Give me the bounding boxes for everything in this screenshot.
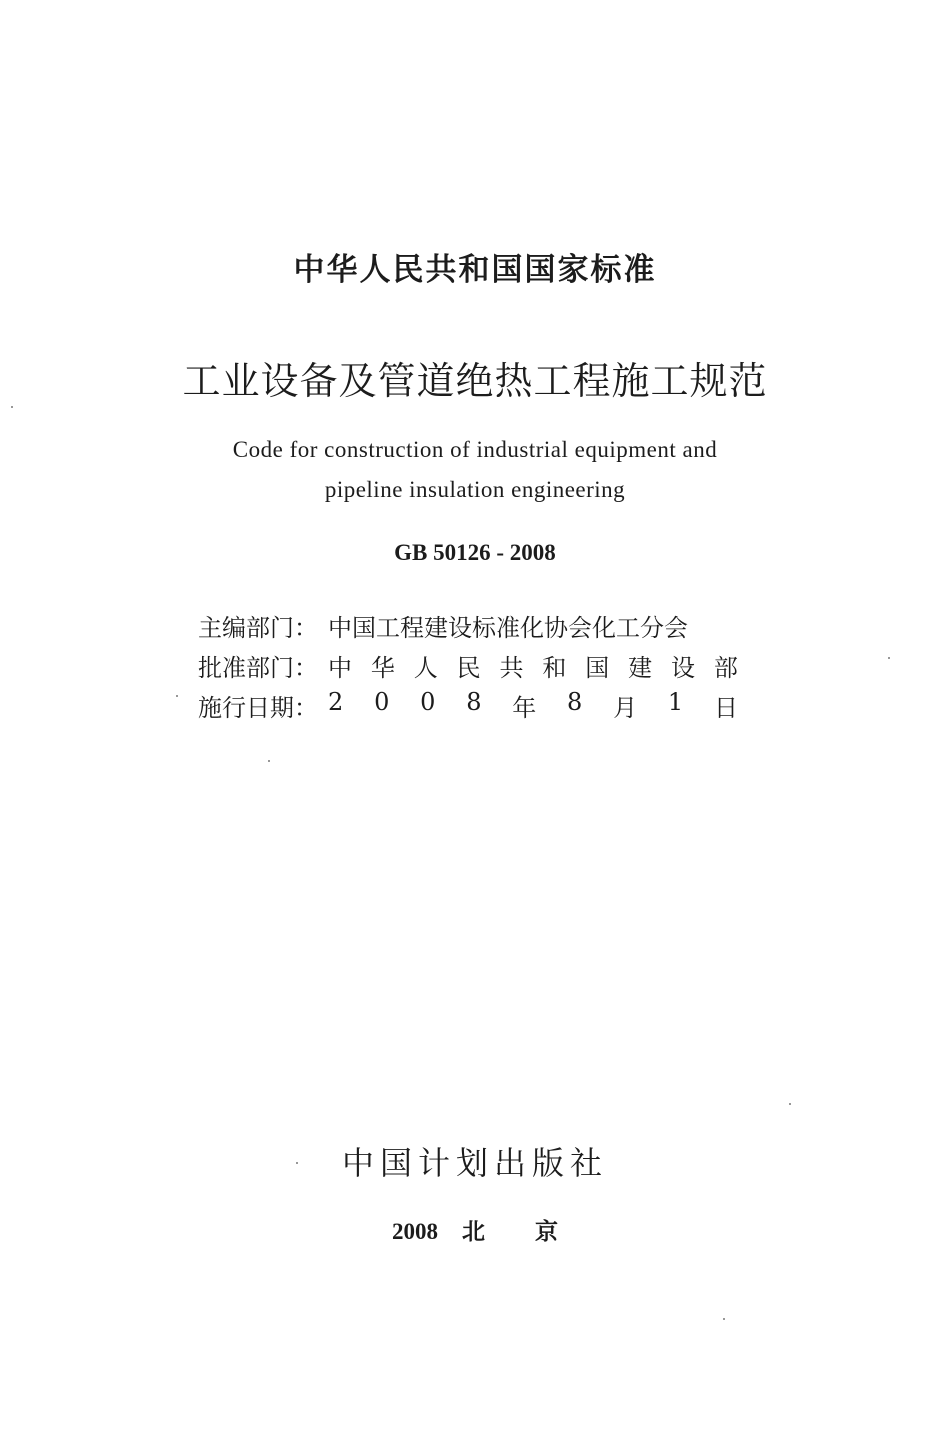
date-char: 年 — [512, 693, 537, 722]
publication-city-char: 京 — [535, 1219, 558, 1244]
publication-place-year — [0, 1213, 950, 1246]
series-title: 中华人民共和国国家标准 — [293, 252, 657, 288]
english-title-line-1: Code for construction of industrial equipment and — [232, 437, 718, 462]
approver-char: 建 — [628, 653, 653, 682]
scan-speck — [268, 760, 270, 762]
editor-label: 主编部门： — [198, 613, 318, 642]
date-char: 8 — [567, 687, 583, 716]
scan-speck — [888, 657, 890, 659]
scan-speck — [789, 1103, 791, 1105]
chinese-title: 工业设备及管道绝热工程施工规范 — [182, 359, 768, 403]
effective-date-label: 施行日期： — [198, 693, 318, 722]
approver-char: 中 — [328, 653, 352, 682]
publisher-name: 中国计划出版社 — [341, 1144, 608, 1182]
date-char: 0 — [374, 687, 390, 716]
publication-meta — [198, 605, 738, 725]
scan-speck — [296, 1162, 298, 1164]
approver-char: 和 — [542, 653, 567, 682]
date-char: 0 — [420, 687, 436, 716]
date-char: 1 — [667, 687, 684, 716]
approver-char: 国 — [585, 653, 610, 682]
publication-year: 2008 — [392, 1219, 438, 1244]
approver-char: 民 — [456, 653, 481, 682]
date-char: 8 — [466, 687, 482, 716]
scan-speck — [11, 406, 13, 408]
editor-value: 中国工程建设标准化协会化工分会 — [328, 613, 688, 642]
approver-char: 人 — [413, 653, 438, 682]
approver-char: 部 — [713, 653, 738, 682]
approver-value — [328, 648, 738, 683]
approver-char: 共 — [499, 653, 524, 682]
effective-date-value — [328, 688, 738, 723]
approver-label: 批准部门： — [198, 653, 318, 682]
publication-city-char: 北 — [462, 1219, 485, 1244]
date-char: 月 — [613, 693, 638, 722]
editor-row — [198, 605, 738, 645]
scan-speck — [723, 1318, 725, 1320]
standard-number: GB 50126 - 2008 — [394, 540, 556, 565]
date-char: 2 — [328, 687, 344, 716]
approver-char: 华 — [370, 653, 395, 682]
effective-date-row — [198, 685, 738, 725]
approver-char: 设 — [671, 653, 695, 682]
english-title — [0, 430, 950, 510]
approver-row — [198, 645, 738, 685]
date-char: 日 — [713, 693, 738, 722]
scan-speck — [176, 695, 178, 697]
english-title-line-2: pipeline insulation engineering — [324, 477, 626, 502]
